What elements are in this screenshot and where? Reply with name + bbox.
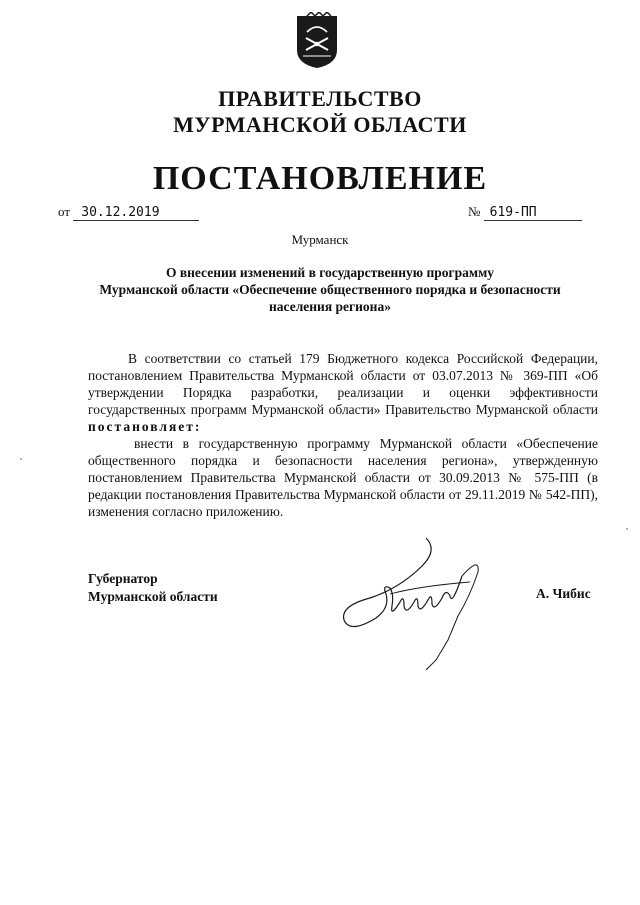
scan-speck <box>20 458 22 460</box>
document-number <box>468 204 582 221</box>
subject-line1: О внесении изменений в государственную программу <box>165 265 495 280</box>
coat-of-arms-icon <box>293 12 341 70</box>
organization-name-line2: МУРМАНСКОЙ ОБЛАСТИ <box>173 112 467 137</box>
signatory-title-line2: Мурманской области <box>88 589 218 604</box>
subject-line2: Мурманской области «Обеспечение общественного порядка и безопасности <box>99 282 561 297</box>
date-value: 30.12.2019 <box>73 205 199 221</box>
preamble-text: В соответствии со статьей 179 Бюджетного кодекса Российской Федерации, постановлением Правительства Мурманской области от 03.07.2013 № 369-ПП «Об утверждении Порядка разработки, реализации и оценки эффективности государственных программ Мурманской области» Правительство Мурманской области <box>88 351 598 417</box>
organization-name-line1: ПРАВИТЕЛЬСТВО <box>218 86 422 111</box>
document-subject <box>60 264 600 315</box>
document-date <box>58 204 199 221</box>
body-paragraph-preamble <box>88 350 598 435</box>
signatory-name: А. Чибис <box>536 586 591 601</box>
subject-line3: населения региона» <box>269 299 391 314</box>
handwritten-signature <box>330 536 500 676</box>
document-body <box>88 350 598 520</box>
document-type-title: ПОСТАНОВЛЕНИЕ <box>152 160 488 197</box>
date-prefix: от <box>58 204 71 219</box>
number-value: 619-ПП <box>484 205 582 221</box>
signatory-title-line1: Губернатор <box>88 571 158 586</box>
document-city: Мурманск <box>291 232 349 247</box>
decree-word: постановляет: <box>88 419 202 434</box>
scan-speck <box>626 528 628 530</box>
number-prefix: № <box>468 204 481 219</box>
body-paragraph-resolution: внести в государственную программу Мурманской области «Обеспечение общественного порядка и безопасности населения региона», утвержденную постановлением Правительства Мурманской области от 30.09.2013 № 575-ПП (в редакции постановления Правительства Мурманской области от 29.11.2019 № 542-ПП), изменения согласно приложению. <box>88 436 598 519</box>
signatory-title <box>88 570 218 606</box>
